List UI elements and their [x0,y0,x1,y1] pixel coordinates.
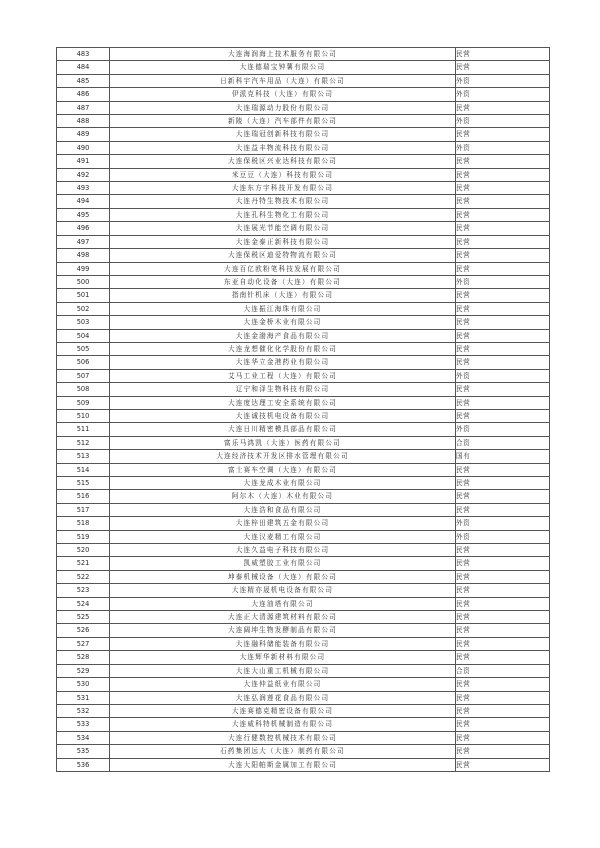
table-row [57,289,550,302]
table-row [57,155,550,168]
row-number: 496 [57,222,110,235]
table-row [57,436,550,449]
ownership-type: 民营 [456,182,550,195]
ownership-type: 民营 [456,168,550,181]
row-number: 511 [57,423,110,436]
company-name: 大连威科特机械制造有限公司 [110,718,456,731]
ownership-type: 民营 [456,691,550,704]
row-number: 488 [57,115,110,128]
row-number: 526 [57,624,110,637]
table-row [57,128,550,141]
company-name: 大连华立金港药业有限公司 [110,356,456,369]
table-row [57,369,550,382]
table-row [57,182,550,195]
row-number: 494 [57,195,110,208]
ownership-type: 民营 [456,503,550,516]
row-number: 514 [57,463,110,476]
row-number: 490 [57,141,110,154]
ownership-type: 民营 [456,557,550,570]
company-name: 大连汉麦精工有限公司 [110,530,456,543]
table-row [57,597,550,610]
row-number: 485 [57,74,110,87]
table-row [57,731,550,744]
row-number: 535 [57,745,110,758]
table-row [57,570,550,583]
company-name: 石药集团远大（大连）制药有限公司 [110,745,456,758]
table-row [57,664,550,677]
ownership-type: 民营 [456,289,550,302]
ownership-type: 民营 [456,128,550,141]
company-name: 艾马工业工程（大连）有限公司 [110,369,456,382]
row-number: 513 [57,450,110,463]
ownership-type: 民营 [456,544,550,557]
ownership-type: 民营 [456,356,550,369]
table-row [57,249,550,262]
company-name: 伊派克科技（大连）有限公司 [110,88,456,101]
company-name: 新陵（大连）汽车部件有限公司 [110,115,456,128]
row-number: 530 [57,678,110,691]
company-name: 大连东方宇科技开发有限公司 [110,182,456,195]
company-name: 大连海润海上技术服务有限公司 [110,48,456,61]
table-row [57,275,550,288]
ownership-type: 外资 [456,88,550,101]
company-name: 米豆豆（大连）科技有限公司 [110,168,456,181]
row-number: 499 [57,262,110,275]
ownership-type: 民营 [456,262,550,275]
company-table [56,47,550,772]
company-name: 大连精亦晟机电设备有限公司 [110,584,456,597]
table-row [57,530,550,543]
ownership-type: 民营 [456,249,550,262]
table-row [57,302,550,315]
ownership-type: 民营 [456,678,550,691]
ownership-type: 民营 [456,208,550,221]
ownership-type: 民营 [456,704,550,717]
table-row [57,490,550,503]
ownership-type: 外资 [456,141,550,154]
company-name: 大连正大清源建筑材料有限公司 [110,611,456,624]
ownership-type: 外资 [456,517,550,530]
table-row [57,88,550,101]
ownership-type: 民营 [456,329,550,342]
ownership-type: 民营 [456,731,550,744]
ownership-type: 民营 [456,235,550,248]
row-number: 504 [57,329,110,342]
table-row [57,383,550,396]
row-number: 503 [57,316,110,329]
company-name: 大连百亿欧粉笔科技发展有限公司 [110,262,456,275]
ownership-type: 民营 [456,48,550,61]
ownership-type: 民营 [456,718,550,731]
ownership-type: 民营 [456,396,550,409]
ownership-type: 外资 [456,423,550,436]
row-number: 510 [57,409,110,422]
ownership-type: 民营 [456,758,550,771]
ownership-type: 外资 [456,275,550,288]
ownership-type: 民营 [456,611,550,624]
company-name: 大连瑞源动力股份有限公司 [110,101,456,114]
table-row [57,624,550,637]
ownership-type: 合资 [456,436,550,449]
row-number: 495 [57,208,110,221]
row-number: 491 [57,155,110,168]
ownership-type: 民营 [456,101,550,114]
row-number: 486 [57,88,110,101]
row-number: 505 [57,342,110,355]
table-row [57,678,550,691]
ownership-type: 外资 [456,115,550,128]
table-row [57,704,550,717]
row-number: 506 [57,356,110,369]
row-number: 536 [57,758,110,771]
company-name: 大连大阳帕斯金属加工有限公司 [110,758,456,771]
company-name: 大连久益电子科技有限公司 [110,544,456,557]
row-number: 493 [57,182,110,195]
table-row [57,758,550,771]
ownership-type: 民营 [456,155,550,168]
company-name: 大连益丰物流科技有限公司 [110,141,456,154]
company-name: 大连丹特生物技术有限公司 [110,195,456,208]
ownership-type: 民营 [456,651,550,664]
company-name: 大连日川精密模具部品有限公司 [110,423,456,436]
row-number: 501 [57,289,110,302]
ownership-type: 民营 [456,477,550,490]
ownership-type: 民营 [456,61,550,74]
row-number: 508 [57,383,110,396]
company-name: 大连龙成木业有限公司 [110,477,456,490]
row-number: 528 [57,651,110,664]
company-name: 大连振江海珠有限公司 [110,302,456,315]
row-number: 489 [57,128,110,141]
company-name: 凯威塑胶工业有限公司 [110,557,456,570]
table-row [57,141,550,154]
company-name: 大连龙想催化化学股份有限公司 [110,342,456,355]
row-number: 497 [57,235,110,248]
row-number: 525 [57,611,110,624]
row-number: 519 [57,530,110,543]
row-number: 483 [57,48,110,61]
ownership-type: 民营 [456,195,550,208]
table-row [57,74,550,87]
ownership-type: 民营 [456,383,550,396]
row-number: 509 [57,396,110,409]
company-name: 大连油塔有限公司 [110,597,456,610]
ownership-type: 国有 [456,450,550,463]
row-number: 521 [57,557,110,570]
row-number: 517 [57,503,110,516]
company-name: 大连展光节能空调有限公司 [110,222,456,235]
table-row [57,477,550,490]
company-name: 坤泰机械设备（大连）有限公司 [110,570,456,583]
row-number: 527 [57,637,110,650]
table-row [57,342,550,355]
table-row [57,195,550,208]
row-number: 484 [57,61,110,74]
company-name: 大连大山重工机械有限公司 [110,664,456,677]
row-number: 500 [57,275,110,288]
table-row [57,450,550,463]
company-name: 大连保税区兴业达科技有限公司 [110,155,456,168]
company-name: 大连梓田建筑五金有限公司 [110,517,456,530]
ownership-type: 外资 [456,369,550,382]
company-name: 东亚自动化设备（大连）有限公司 [110,275,456,288]
ownership-type: 民营 [456,624,550,637]
company-name: 大连瑞冠创新科技有限公司 [110,128,456,141]
table-row [57,423,550,436]
table-row [57,718,550,731]
company-name: 大连诚技机电设备有限公司 [110,409,456,422]
company-name: 大连辉华新材料有限公司 [110,651,456,664]
company-name: 指南针机床（大连）有限公司 [110,289,456,302]
row-number: 487 [57,101,110,114]
table-row [57,222,550,235]
ownership-type: 民营 [456,302,550,315]
table-row [57,329,550,342]
row-number: 518 [57,517,110,530]
table-row [57,651,550,664]
table-row [57,409,550,422]
ownership-type: 民营 [456,637,550,650]
company-table-body [57,48,550,772]
ownership-type: 外资 [456,530,550,543]
row-number: 515 [57,477,110,490]
table-row [57,168,550,181]
table-row [57,745,550,758]
ownership-type: 民营 [456,463,550,476]
table-row [57,463,550,476]
table-row [57,611,550,624]
row-number: 492 [57,168,110,181]
table-row [57,208,550,221]
company-name: 大连孔科生物化工有限公司 [110,208,456,221]
row-number: 522 [57,570,110,583]
row-number: 534 [57,731,110,744]
ownership-type: 民营 [456,597,550,610]
table-row [57,557,550,570]
ownership-type: 民营 [456,584,550,597]
company-name: 大连阔坤生物发酵制品有限公司 [110,624,456,637]
company-name: 大连德瑞宝钟薯有限公司 [110,61,456,74]
company-name: 大连度达理工安全系统有限公司 [110,396,456,409]
ownership-type: 民营 [456,570,550,583]
company-name: 大连仲益纸业有限公司 [110,678,456,691]
row-number: 532 [57,704,110,717]
table-row [57,235,550,248]
ownership-type: 民营 [456,409,550,422]
company-name: 大连融科储能装备有限公司 [110,637,456,650]
company-name: 富乐马鸿凯（大连）医药有限公司 [110,436,456,449]
row-number: 531 [57,691,110,704]
company-name: 大连经济技术开发区排水管理有限公司 [110,450,456,463]
company-name: 大连保税区迪爱特物流有限公司 [110,249,456,262]
row-number: 529 [57,664,110,677]
company-name: 大连金泰正新科技有限公司 [110,235,456,248]
company-name: 大连行健数控机械技术有限公司 [110,731,456,744]
company-name: 大连赛德克精密设备有限公司 [110,704,456,717]
row-number: 502 [57,302,110,315]
table-row [57,356,550,369]
ownership-type: 外资 [456,74,550,87]
table-row [57,115,550,128]
company-name: 阿尔木（大连）木业有限公司 [110,490,456,503]
row-number: 523 [57,584,110,597]
row-number: 533 [57,718,110,731]
ownership-type: 民营 [456,316,550,329]
table-row [57,61,550,74]
table-row [57,316,550,329]
company-name: 大连金渤海产食品有限公司 [110,329,456,342]
table-row [57,517,550,530]
table-row [57,691,550,704]
table-row [57,101,550,114]
company-name: 日新科宇汽车用品（大连）有限公司 [110,74,456,87]
ownership-type: 民营 [456,222,550,235]
company-name: 大连浩和食品有限公司 [110,503,456,516]
table-row [57,262,550,275]
ownership-type: 民营 [456,490,550,503]
ownership-type: 合资 [456,664,550,677]
ownership-type: 民营 [456,342,550,355]
row-number: 520 [57,544,110,557]
company-name: 辽宁和泽生物科技有限公司 [110,383,456,396]
row-number: 516 [57,490,110,503]
row-number: 512 [57,436,110,449]
row-number: 524 [57,597,110,610]
company-name: 大连弘润莲花食品有限公司 [110,691,456,704]
table-row [57,544,550,557]
table-row [57,584,550,597]
row-number: 507 [57,369,110,382]
company-name: 大连金桥木业有限公司 [110,316,456,329]
company-name: 富士赛车空调（大连）有限公司 [110,463,456,476]
row-number: 498 [57,249,110,262]
table-row [57,396,550,409]
table-row [57,48,550,61]
table-row [57,503,550,516]
table-row [57,637,550,650]
ownership-type: 民营 [456,745,550,758]
